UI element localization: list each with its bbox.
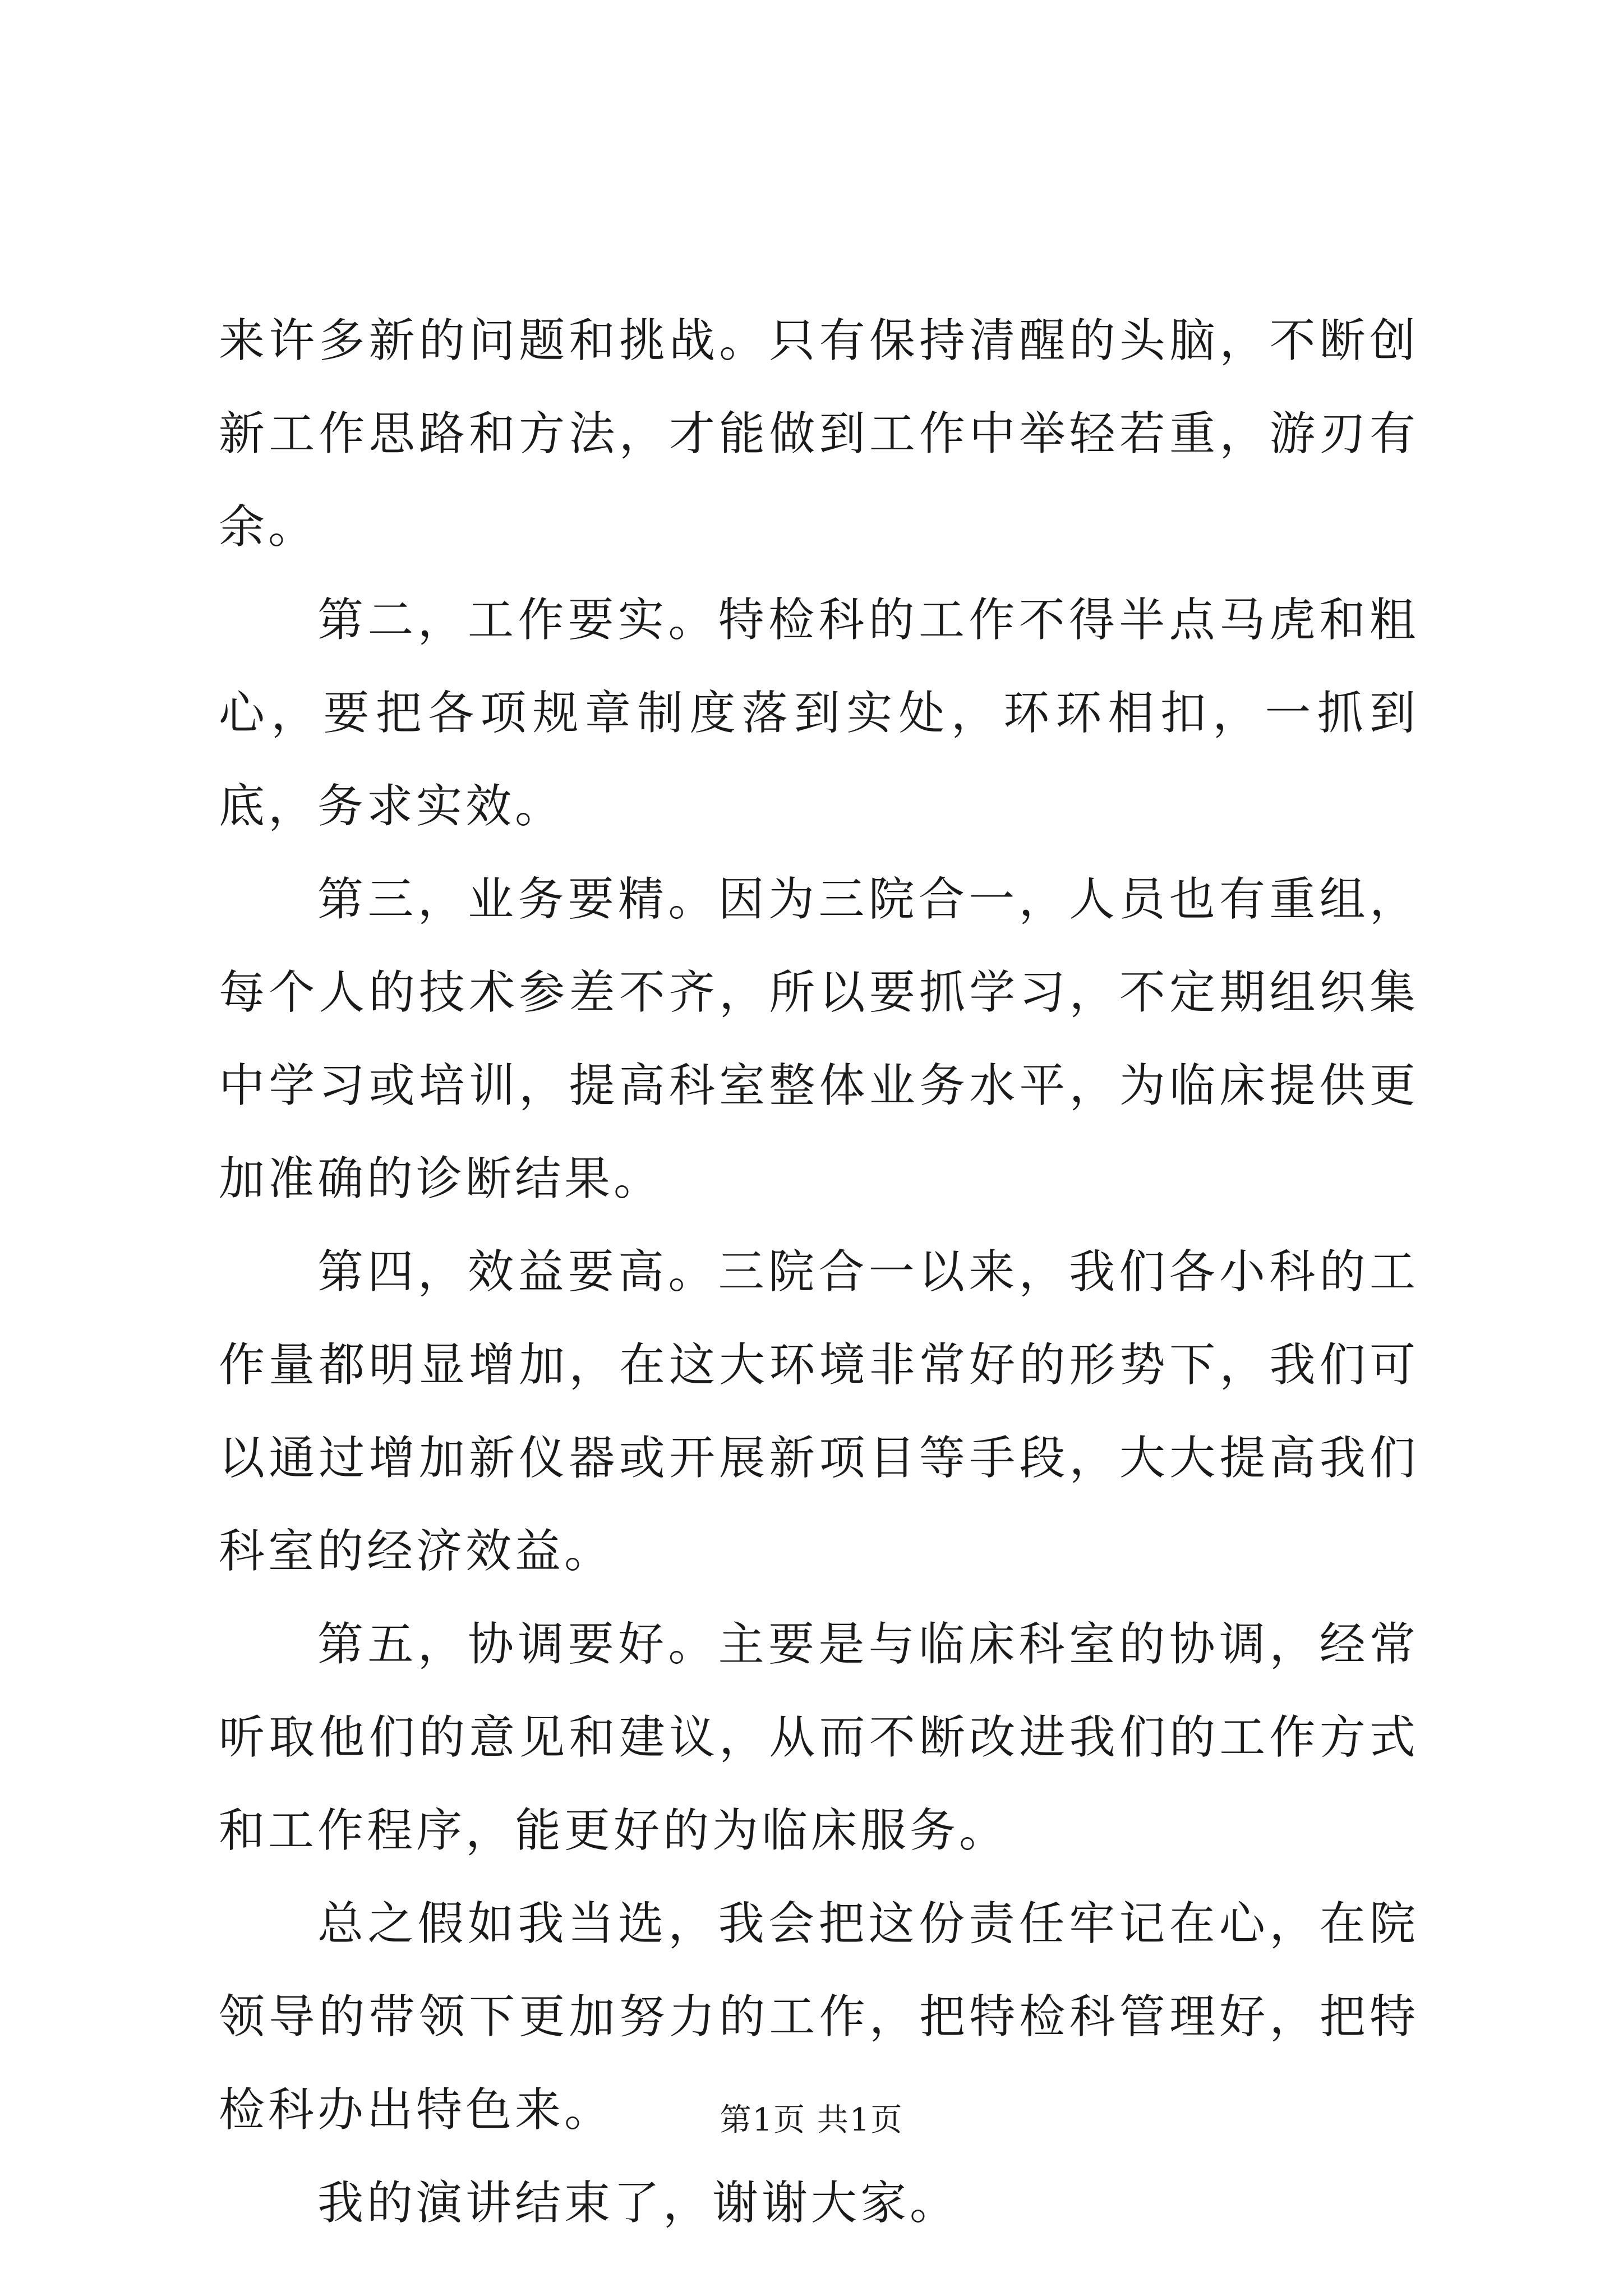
paragraph-fifth-point: 第五，协调要好。主要是与临床科室的协调，经常听取他们的意见和建议，从而不断改进我们的工作方式和工作程序，能更好的为临床服务。: [219, 1618, 1419, 1857]
paragraph-continuation: 来许多新的问题和挑战。只有保持清醒的头脑，不断创新工作思路和方法，才能做到工作中举轻若重，游刃有余。: [219, 314, 1419, 554]
paragraph-conclusion: 总之假如我当选，我会把这份责任牢记在心，在院领导的带领下更加努力的工作，把特检科管理好，把特检科办出特色来。: [219, 1897, 1419, 2137]
page-footer: 第1页 共1页: [720, 2102, 903, 2138]
paragraph-third-point: 第三，业务要精。因为三院合一，人员也有重组，每个人的技术参差不齐，所以要抓学习，不定期组织集中学习或培训，提高科室整体业务水平，为临床提供更加准确的诊断结果。: [219, 873, 1419, 1205]
paragraph-second-point: 第二，工作要实。特检科的工作不得半点马虎和粗心，要把各项规章制度落到实处，环环相扣，一抓到底，务求实效。: [219, 593, 1419, 833]
paragraph-closing: 我的演讲结束了，谢谢大家。: [317, 2177, 960, 2230]
document-body: [219, 295, 1419, 2250]
paragraph-fourth-point: 第四，效益要高。三院合一以来，我们各小科的工作量都明显增加，在这大环境非常好的形势下，我们可以通过增加新仪器或开展新项目等手段，大大提高我们科室的经济效益。: [219, 1245, 1419, 1578]
